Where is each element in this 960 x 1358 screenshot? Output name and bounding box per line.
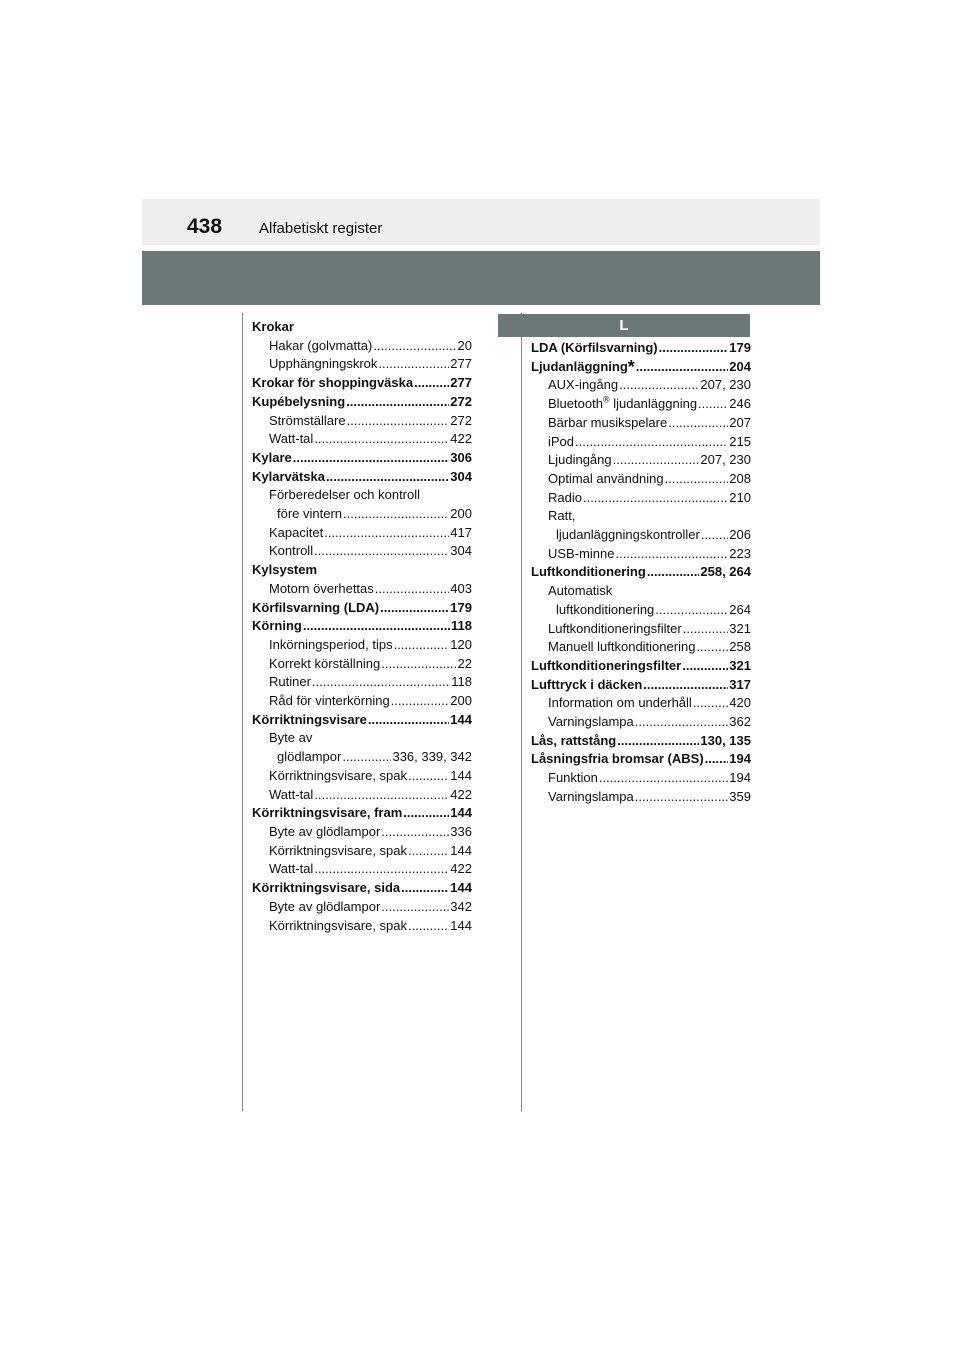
index-heading: Krokar (252, 319, 294, 334)
entry-text: Körriktningsvisare (252, 711, 367, 727)
index-subentry (252, 823, 472, 842)
entry-text: Kylare (252, 449, 292, 465)
page-reference: 215 (729, 433, 751, 449)
entry-text: Upphängningskrok (269, 356, 378, 372)
leader-dots (655, 601, 728, 620)
entry-text: Watt-tal (269, 786, 314, 802)
entry-label (531, 358, 635, 377)
entry-label (277, 748, 341, 767)
entry-text: Körning (252, 618, 302, 634)
leader-dots (635, 713, 729, 732)
index-entry (252, 393, 472, 412)
page-reference: 272 (450, 393, 472, 409)
entry-label (269, 823, 380, 842)
entry-text: Lås, rattstång (531, 732, 617, 748)
index-heading: Kylsystem (252, 562, 318, 578)
leader-dots (665, 470, 729, 489)
leader-dots (696, 638, 728, 657)
index-subentry (531, 713, 751, 732)
leader-dots (599, 769, 728, 788)
leader-dots (314, 860, 449, 879)
leader-dots (635, 788, 729, 807)
page-reference: 362 (729, 714, 751, 730)
entry-label (531, 563, 646, 582)
entry-label (269, 337, 372, 356)
page-reference: 144 (450, 805, 472, 821)
page-reference: 264 (729, 601, 751, 617)
page-reference: 200 (450, 693, 472, 709)
page-reference: 403 (450, 580, 472, 596)
index-subentry (531, 620, 751, 639)
entry-label (269, 355, 377, 374)
entry-text: Inkörningsperiod, tips (269, 636, 393, 652)
page-reference: 210 (729, 489, 751, 505)
page-reference: 194 (729, 751, 751, 767)
page-reference: 304 (450, 543, 472, 559)
entry-label (252, 374, 413, 393)
entry-text: Körriktningsvisare, spak (269, 767, 407, 783)
entry-label (548, 620, 682, 639)
entry-text: ljudanläggningskontroller (556, 527, 700, 543)
entry-text: före vintern (277, 506, 343, 522)
entry-label (269, 524, 323, 543)
index-subentry (531, 638, 751, 657)
entry-label (269, 692, 390, 711)
letter-heading-l: L (498, 314, 750, 337)
entry-label (269, 842, 407, 861)
leader-dots (293, 449, 450, 468)
leader-dots (381, 823, 449, 842)
index-entry (252, 599, 472, 618)
entry-text: Manuell luftkonditionering (548, 639, 696, 655)
entry-label (531, 750, 704, 769)
index-subentry (531, 601, 751, 620)
index-subentry (252, 412, 472, 431)
entry-text: Kapacitet (269, 524, 324, 540)
entry-label (252, 879, 400, 898)
page-reference: 207 (729, 414, 751, 430)
index-subentry (252, 842, 472, 861)
entry-label (531, 339, 658, 358)
entry-label (269, 673, 311, 692)
leader-dots (403, 804, 449, 823)
page-reference: 200 (450, 506, 472, 522)
leader-dots (583, 489, 728, 508)
page-reference: 321 (729, 657, 751, 673)
entry-text: Optimal användning (548, 470, 664, 486)
entry-mark: ® (602, 394, 610, 405)
entry-text: Körfilsvarning (LDA) (252, 599, 380, 615)
entry-text: Radio (548, 489, 582, 505)
index-subentry (252, 636, 472, 655)
entry-label (269, 636, 393, 655)
index-entry (252, 804, 472, 823)
index-entry (531, 676, 751, 695)
page-reference: 258 (729, 639, 751, 655)
entry-label (548, 489, 582, 508)
index-entry (531, 732, 751, 751)
index-subentry (531, 526, 751, 545)
entry-suffix: ljudanläggning (609, 396, 698, 412)
entry-text: luftkonditionering (556, 601, 655, 617)
leader-dots (619, 376, 699, 395)
entry-label (269, 767, 407, 786)
index-entry (252, 879, 472, 898)
index-subentry (252, 673, 472, 692)
entry-text: Varningslampa (548, 714, 634, 730)
leader-dots (303, 617, 450, 636)
leader-dots (643, 676, 728, 695)
page-reference: 321 (729, 620, 751, 636)
leader-dots (381, 898, 449, 917)
entry-label (548, 433, 574, 452)
entry-label (548, 638, 695, 657)
index-entry (252, 711, 472, 730)
leader-dots (414, 374, 449, 393)
index-subentry (531, 414, 751, 433)
index-subentry (531, 545, 751, 564)
leader-dots (668, 414, 728, 433)
entry-text: Motorn överhettas (269, 580, 374, 596)
leader-dots (373, 337, 456, 356)
entry-text: Lufttryck i däcken (531, 676, 643, 692)
leader-dots (394, 636, 450, 655)
entry-text: Luftkonditionering (531, 564, 646, 580)
entry-text: iPod (548, 433, 575, 449)
index-subheading: Ratt, (548, 508, 576, 524)
entry-label (269, 412, 346, 431)
entry-text: Körriktningsvisare, sida (252, 880, 401, 896)
index-subheading: Förberedelser och kontroll (269, 487, 421, 503)
entry-label (252, 393, 345, 412)
page-reference: 272 (450, 412, 472, 428)
leader-dots (347, 412, 450, 431)
entry-text: Varningslampa (548, 788, 634, 804)
page-reference: 306 (450, 449, 472, 465)
entry-label (269, 542, 313, 561)
index-subheading: Automatisk (548, 583, 613, 599)
entry-label (252, 468, 325, 487)
header-band (142, 251, 820, 305)
leader-dots (408, 767, 449, 786)
entry-text: LDA (Körfilsvarning) (531, 340, 658, 355)
page-reference: 422 (450, 861, 472, 877)
leader-dots (683, 620, 729, 639)
page-reference: 246 (729, 396, 751, 412)
leader-dots (615, 545, 728, 564)
page-reference: 304 (450, 468, 472, 484)
index-entry (252, 374, 472, 393)
entry-text: Watt-tal (269, 861, 314, 877)
leader-dots (375, 580, 450, 599)
page-reference: 208 (729, 470, 751, 486)
index-subentry (531, 489, 751, 508)
page-reference: 422 (450, 786, 472, 802)
index-subentry (531, 376, 751, 395)
index-entry (531, 657, 751, 676)
page-reference: 120 (450, 636, 472, 652)
page-reference: 144 (450, 917, 472, 933)
leader-dots (343, 505, 449, 524)
page-reference: 420 (729, 695, 751, 711)
index-entry (531, 358, 751, 377)
index-column-right (531, 339, 751, 807)
index-entry (531, 339, 751, 358)
section-title: Alfabetiskt register (259, 220, 383, 237)
entry-label (252, 449, 292, 468)
index-subentry (252, 748, 472, 767)
page-reference: 206 (729, 527, 751, 543)
entry-text: Information om underhåll (548, 695, 692, 711)
entry-text: Hakar (golvmatta) (269, 337, 373, 353)
index-subentry (252, 542, 472, 561)
entry-text: Kontroll (269, 543, 314, 559)
leader-dots (705, 750, 729, 769)
entry-text: Körriktningsvisare, fram (252, 805, 403, 821)
entry-text: AUX-ingång (548, 377, 619, 393)
entry-text: Watt-tal (269, 431, 314, 447)
page-reference: 179 (450, 599, 472, 615)
page-reference: 144 (450, 880, 472, 896)
index-subentry (252, 580, 472, 599)
index-subentry (252, 917, 472, 936)
index-subentry (252, 337, 472, 356)
entry-label (277, 505, 342, 524)
page-reference: 336 (450, 823, 472, 839)
page-reference: 207, 230 (700, 452, 751, 468)
entry-text: Funktion (548, 770, 598, 786)
entry-text: Rutiner (269, 674, 311, 690)
entry-text: Korrekt körställning (269, 655, 381, 671)
leader-dots (575, 433, 728, 452)
leader-dots (346, 393, 449, 412)
page-reference: 118 (451, 618, 472, 634)
entry-label (548, 769, 598, 788)
entry-label (269, 917, 407, 936)
entry-label (252, 599, 379, 618)
page-reference: 144 (450, 842, 472, 858)
entry-label (269, 655, 380, 674)
entry-label (548, 376, 618, 395)
page-reference: 336, 339, 342 (392, 749, 472, 765)
page-reference: 223 (729, 545, 751, 561)
index-subentry (252, 430, 472, 449)
entry-text: Bluetooth (548, 396, 603, 412)
index-subentry (531, 769, 751, 788)
index-entry (252, 617, 472, 636)
entry-label (548, 470, 664, 489)
entry-text: USB-minne (548, 545, 615, 561)
entry-text: Kupébelysning (252, 393, 346, 409)
page-number: 438 (187, 215, 223, 238)
index-subentry (531, 694, 751, 713)
entry-label (269, 580, 374, 599)
leader-dots (380, 599, 449, 618)
leader-dots (324, 524, 449, 543)
page-reference: 417 (450, 524, 472, 540)
entry-text: Körriktningsvisare, spak (269, 842, 407, 858)
entry-label (269, 786, 313, 805)
page-reference: 144 (450, 711, 472, 727)
leader-dots (408, 842, 449, 861)
leader-dots (636, 358, 729, 377)
page-reference: 194 (729, 770, 751, 786)
leader-dots (314, 542, 449, 561)
index-subentry (252, 524, 472, 543)
entry-label (531, 657, 681, 676)
page-reference: 204 (729, 358, 751, 374)
page-reference: 277 (450, 356, 472, 372)
page-reference: 317 (729, 676, 751, 692)
entry-label (556, 526, 700, 545)
index-subentry (531, 788, 751, 807)
entry-text: glödlampor (277, 749, 342, 765)
entry-label (269, 430, 313, 449)
entry-label (548, 713, 634, 732)
leader-dots (312, 673, 450, 692)
page-reference: 22 (457, 655, 472, 671)
page-reference: 20 (457, 337, 472, 353)
entry-label (252, 711, 367, 730)
leader-dots (693, 694, 728, 713)
index-subentry (531, 433, 751, 452)
leader-dots (378, 355, 449, 374)
leader-dots (368, 711, 449, 730)
entry-label (548, 395, 697, 414)
index-entry (531, 563, 751, 582)
leader-dots (698, 395, 728, 414)
index-column-left (252, 318, 472, 935)
index-entry (252, 468, 472, 487)
leader-dots (401, 879, 449, 898)
entry-text: Strömställare (269, 412, 346, 428)
index-subentry (252, 860, 472, 879)
entry-text: Byte av glödlampor (269, 823, 381, 839)
index-subentry (252, 355, 472, 374)
index-subentry (252, 767, 472, 786)
index-subentry (252, 692, 472, 711)
entry-text: Luftkonditioneringsfilter (548, 620, 682, 636)
leader-dots (314, 786, 449, 805)
page-reference: 342 (450, 898, 472, 914)
entry-label (548, 451, 612, 470)
entry-label (252, 804, 402, 823)
leader-dots (613, 451, 700, 470)
leader-dots (381, 655, 456, 674)
entry-label (269, 860, 313, 879)
page-reference: 130, 135 (700, 732, 751, 748)
entry-text: Luftkonditioneringsfilter (531, 657, 682, 673)
column-rule-left (242, 313, 243, 1111)
leader-dots (701, 526, 728, 545)
page-reference: 118 (451, 674, 472, 690)
column-rule-right (521, 313, 522, 1111)
page-reference: 144 (450, 767, 472, 783)
entry-label (531, 732, 616, 751)
entry-text: Ljudanläggning (531, 358, 628, 374)
entry-text: Körriktningsvisare, spak (269, 917, 407, 933)
page-reference: 258, 264 (700, 564, 751, 580)
index-subentry (531, 395, 751, 414)
leader-dots (682, 657, 728, 676)
entry-text: Bärbar musikspelare (548, 414, 668, 430)
entry-text: Ljudingång (548, 452, 612, 468)
leader-dots (408, 917, 449, 936)
index-subentry (252, 505, 472, 524)
entry-label (548, 694, 692, 713)
entry-text: Kylarvätska (252, 468, 325, 484)
index-subentry (252, 655, 472, 674)
leader-dots (647, 563, 700, 582)
entry-label (531, 676, 642, 695)
page-reference: 359 (729, 788, 751, 804)
index-subentry (252, 898, 472, 917)
entry-label (548, 788, 634, 807)
leader-dots (326, 468, 449, 487)
index-subentry (531, 470, 751, 489)
index-subentry (531, 451, 751, 470)
entry-text: Byte av glödlampor (269, 898, 381, 914)
entry-label (252, 617, 302, 636)
index-entry (252, 449, 472, 468)
index-subentry (252, 786, 472, 805)
page-reference: 179 (729, 340, 751, 355)
entry-text: Låsningsfria bromsar (ABS) (531, 751, 704, 767)
leader-dots (391, 692, 450, 711)
entry-label (556, 601, 654, 620)
index-subheading: Byte av (269, 730, 313, 746)
entry-mark: * (627, 356, 635, 377)
leader-dots (659, 339, 729, 358)
leader-dots (314, 430, 449, 449)
leader-dots (342, 748, 391, 767)
entry-label (548, 414, 667, 433)
page-reference: 277 (450, 375, 472, 391)
entry-label (269, 898, 380, 917)
page-reference: 422 (450, 431, 472, 447)
entry-text: Krokar för shoppingväska (252, 375, 414, 391)
index-entry (531, 750, 751, 769)
page-header (142, 199, 820, 245)
entry-text: Råd för vinterkörning (269, 693, 390, 709)
entry-label (548, 545, 614, 564)
page-reference: 207, 230 (700, 377, 751, 393)
leader-dots (617, 732, 699, 751)
